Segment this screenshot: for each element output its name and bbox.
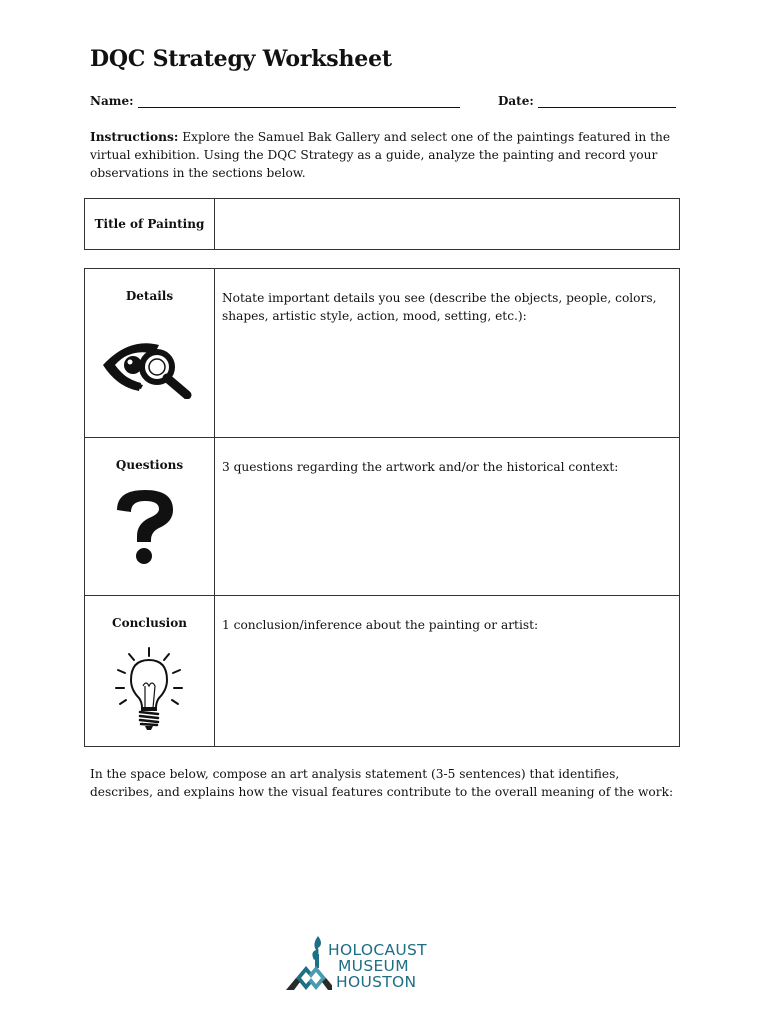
- date-blank-line[interactable]: [538, 95, 676, 108]
- details-answer-cell[interactable]: [215, 269, 679, 437]
- conclusion-row: [85, 596, 679, 746]
- questions-row: [85, 438, 679, 596]
- title-of-painting-field[interactable]: [215, 199, 679, 249]
- logo-wordmark: [328, 942, 427, 990]
- title-of-painting-table: [84, 198, 680, 250]
- date-field-group: [498, 94, 676, 108]
- holocaust-museum-houston-logo: [282, 934, 442, 994]
- details-prompt: Notate important details you see (describe the objects, people, colors, shapes, artistic style, action, mood, setting, etc.):: [222, 291, 657, 323]
- lightbulb-icon: [113, 646, 185, 736]
- conclusion-label-cell: [85, 596, 215, 746]
- date-label: Date:: [498, 94, 538, 108]
- logo-line-3: HOUSTON: [336, 973, 417, 991]
- statement-answer-area[interactable]: [84, 810, 680, 920]
- instructions: [90, 128, 682, 182]
- conclusion-prompt: 1 conclusion/inference about the painting or artist:: [222, 618, 539, 632]
- questions-label-cell: [85, 438, 215, 595]
- dqc-table: [84, 268, 680, 747]
- question-mark-icon: [113, 488, 177, 568]
- logo-line-1: HOLOCAUST: [328, 941, 427, 959]
- questions-prompt: 3 questions regarding the artwork and/or the historical context:: [222, 460, 619, 474]
- details-row: [85, 269, 679, 438]
- name-blank-line[interactable]: [138, 95, 460, 108]
- questions-answer-cell[interactable]: [215, 438, 679, 595]
- details-label: Details: [125, 289, 174, 303]
- instructions-label: Instructions:: [90, 130, 179, 144]
- questions-label: Questions: [115, 458, 184, 472]
- conclusion-answer-cell[interactable]: [215, 596, 679, 746]
- page-title: DQC Strategy Worksheet: [90, 46, 392, 72]
- statement-prompt: In the space below, compose an art analysis statement (3-5 sentences) that identifies, describes, and explains how the visual features contribute to the overall meaning of the work:: [90, 767, 674, 799]
- logo-line-2: MUSEUM: [338, 957, 409, 975]
- details-label-cell: [85, 269, 215, 437]
- title-of-painting-label: Title of Painting: [85, 199, 215, 249]
- name-field-group: [90, 94, 460, 108]
- instructions-text: Explore the Samuel Bak Gallery and select one of the paintings featured in the virtual exhibition. Using the DQC Strategy as a guide, analyze the painting and record your observations in the sections below.: [90, 130, 671, 180]
- eye-magnifier-icon: [101, 335, 197, 403]
- name-label: Name:: [90, 94, 138, 108]
- conclusion-label: Conclusion: [112, 616, 187, 630]
